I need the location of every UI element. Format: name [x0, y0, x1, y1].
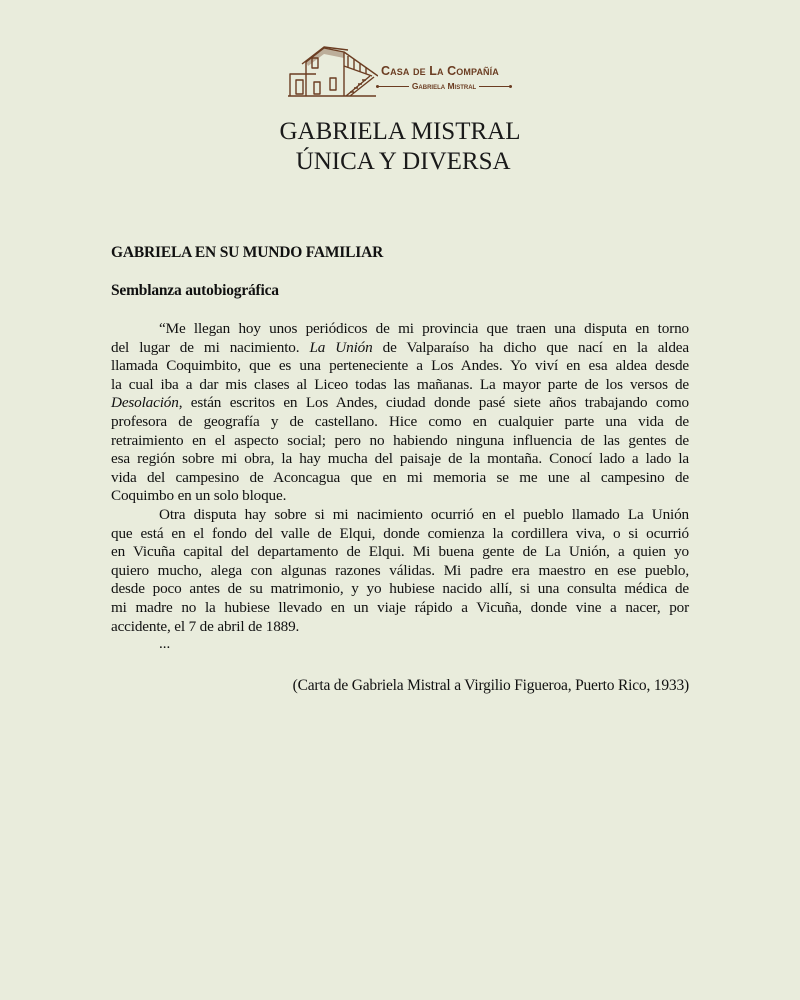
logo-rule-right [479, 86, 512, 87]
text-segment: llamada Coquimbito, que es una perteneciente a Los Andes. Yo viví en esa aldea desde [111, 357, 689, 375]
italic-title: La Unión [309, 338, 373, 356]
text-line [111, 320, 689, 339]
citation: (Carta de Gabriela Mistral a Virgilio Figueroa, Puerto Rico, 1933) [292, 677, 689, 694]
text-segment: en Vicuña capital del departamento de Elqui. Mi buena gente de La Unión, a quien yo [111, 543, 689, 561]
paragraph-2 [111, 506, 689, 636]
text-segment: del lugar de mi nacimiento. [111, 338, 310, 356]
text-segment: Otra disputa hay sobre si mi nacimiento ocurrió en el pueblo llamado La Unión [159, 505, 689, 523]
section-subheading: Semblanza autobiográfica [111, 282, 279, 299]
logo-subtitle-text: Gabriela Mistral [411, 81, 477, 91]
text-line [111, 450, 689, 469]
ellipsis: ... [159, 636, 171, 652]
text-segment: vida del campesino de Aconcagua que en mi memoria se me une al campesino de [111, 468, 689, 486]
text-line [111, 506, 689, 525]
text-line [111, 339, 689, 358]
text-line [111, 376, 689, 395]
text-segment: que está en el fondo del valle de Elqui, donde comienza la cordillera viva, o si ocurrió [111, 524, 689, 542]
house-illustration-icon [286, 44, 378, 102]
text-line [111, 357, 689, 376]
text-line [111, 562, 689, 581]
text-line [111, 413, 689, 432]
text-segment: desde poco antes de su matrimonio, y yo hubiese nacido allí, si una consulta médica de [111, 580, 689, 598]
paragraph-1 [111, 320, 689, 506]
letter-body [111, 320, 689, 636]
text-segment: Coquimbo en un solo bloque. [111, 487, 287, 505]
casa-de-la-compania-logo [286, 44, 518, 102]
text-segment: , están escritos en Los Andes, ciudad donde pasé siete años trabajando como [178, 394, 689, 412]
logo-title: Casa de La Compañía [381, 64, 499, 78]
text-line [111, 487, 689, 506]
italic-title: Desolación [111, 394, 179, 412]
logo-subtitle [376, 81, 512, 91]
text-segment: retraimiento en el aspecto social; pero no habiendo ninguna influencia de las gentes de [111, 431, 689, 449]
text-line [111, 599, 689, 618]
text-segment: esa región sobre mi obra, la hay mucha del paisaje de la montaña. Conocí lado a lado la [111, 450, 689, 468]
page-title [0, 117, 800, 177]
text-segment: profesora de geografía y de castellano. Hice como en cualquier parte una vida de [111, 412, 689, 430]
text-line [111, 525, 689, 544]
text-line [111, 543, 689, 562]
text-line [111, 580, 689, 599]
page-title-line-1: GABRIELA MISTRAL [279, 118, 521, 145]
text-segment: la cual iba a dar mis clases al Liceo todas las mañanas. La mayor parte de los versos de [111, 375, 689, 393]
logo-rule-left [376, 86, 409, 87]
text-segment: de Valparaíso ha dicho que nací en la aldea [372, 338, 689, 356]
text-line [111, 432, 689, 451]
text-line [111, 394, 689, 413]
text-segment: quiero mucho, alega con algunas razones válidas. Mi padre era maestro en ese pueblo, [111, 561, 689, 579]
text-segment: mi madre no la hubiese llevado en un viaje rápido a Vicuña, donde vine a nacer, por [111, 598, 689, 616]
section-heading: GABRIELA EN SU MUNDO FAMILIAR [111, 244, 384, 261]
text-line [111, 618, 689, 637]
text-line [111, 469, 689, 488]
page-title-line-2: ÚNICA Y DIVERSA [289, 148, 511, 175]
text-segment: accidente, el 7 de abril de 1889. [111, 617, 300, 635]
text-segment: “Me llegan hoy unos periódicos de mi provincia que traen una disputa en torno [159, 320, 689, 337]
